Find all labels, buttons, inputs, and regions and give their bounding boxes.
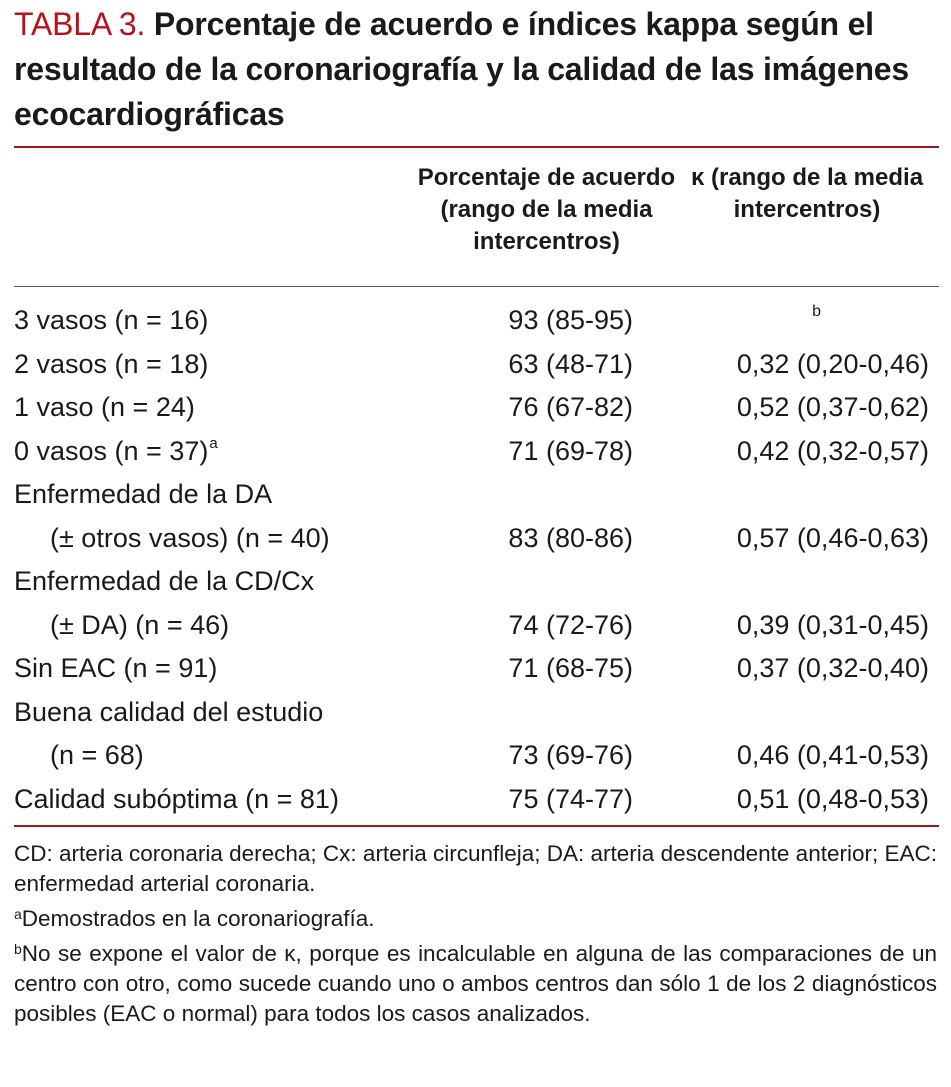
column-header-line: κ (rango de la media: [690, 164, 924, 191]
column-header-line: (rango de la media: [440, 196, 653, 223]
footnote-b-text: No se expone el valor de κ, porque es incalculable en alguna de las comparaciones de un centro con otro, como sucede cuando uno o ambos centros dan sólo 1 de los 2 diagnósticos posibles (EAC o normal) para todos los casos analizados.: [14, 941, 937, 1026]
row-label: 2 vasos (n = 18): [14, 348, 209, 379]
table-number-label: TABLA 3.: [14, 6, 146, 42]
footnote-a-mark: a: [14, 906, 22, 922]
row-label: 3 vasos (n = 16): [14, 305, 209, 335]
table-row: [14, 517, 939, 561]
column-header-kappa: [682, 162, 932, 226]
table-title-text: Porcentaje de acuerdo e índices kappa según el resultado de la coronariografía y la calidad de las imágenes ecocardiográficas: [14, 6, 910, 132]
cell-kappa: 0,46 (0,41-0,53): [736, 740, 929, 770]
cell-percentage: 93 (85-95): [508, 305, 633, 335]
table-row: [14, 691, 939, 735]
cell-percentage: 83 (80-86): [508, 522, 633, 553]
cell-percentage: 71 (68-75): [508, 653, 633, 683]
row-label: 1 vaso (n = 24): [14, 392, 195, 422]
row-label: (n = 68): [50, 740, 144, 770]
cell-percentage: 76 (67-82): [508, 392, 633, 422]
cell-kappa: 0,57 (0,46-0,63): [736, 522, 929, 553]
table-row: [14, 604, 939, 648]
table-row: [14, 560, 939, 604]
footnote-b-mark: b: [14, 941, 22, 957]
table-row: [14, 473, 939, 517]
table-row: [14, 734, 939, 778]
table-header: [14, 148, 939, 286]
footnote-a: [14, 904, 937, 934]
table-title: [14, 0, 939, 138]
row-label-text: 0 vasos (n = 37): [14, 435, 209, 466]
row-label: Enfermedad de la CD/Cx: [14, 566, 315, 596]
row-label: (± DA) (n = 46): [50, 609, 230, 640]
row-label: Calidad subóptima (n = 81): [14, 783, 339, 814]
cell-kappa: 0,42 (0,32-0,57): [736, 435, 929, 466]
footnote-abbreviations: CD: arteria coronaria derecha; Cx: arteria circunfleja; DA: arteria descendente anterior; EAC: enfermedad arterial coronaria.: [14, 841, 937, 896]
table-row: [14, 647, 939, 691]
cell-percentage: 71 (69-78): [508, 435, 633, 466]
cell-kappa: 0,51 (0,48-0,53): [736, 783, 929, 814]
footnote-mark-a: a: [209, 434, 218, 452]
cell-percentage: 73 (69-76): [508, 740, 633, 770]
table-body: [14, 287, 939, 821]
footnote-a-text: Demostrados en la coronariografía.: [21, 906, 375, 931]
row-label: (± otros vasos) (n = 40): [50, 522, 330, 553]
table-row: [14, 430, 939, 474]
row-label: Sin EAC (n = 91): [14, 653, 218, 683]
row-label: [14, 430, 218, 474]
column-header-line: intercentros): [473, 228, 620, 255]
cell-kappa: 0,32 (0,20-0,46): [736, 348, 929, 379]
row-label: Enfermedad de la DA: [14, 479, 273, 509]
cell-percentage: 75 (74-77): [508, 783, 633, 814]
column-header-line: Porcentaje de acuerdo: [417, 164, 676, 191]
row-label: Buena calidad del estudio: [14, 696, 324, 727]
table-row: [14, 778, 939, 822]
table-row: [14, 343, 939, 387]
footnote-b: [14, 939, 937, 1029]
cell-percentage: 63 (48-71): [508, 348, 633, 379]
cell-kappa: 0,39 (0,31-0,45): [736, 609, 929, 640]
column-header-line: intercentros): [733, 196, 881, 223]
cell-percentage: 74 (72-76): [508, 609, 633, 640]
column-header-percentage: [414, 162, 679, 258]
table-row: [14, 386, 939, 430]
cell-kappa: 0,37 (0,32-0,40): [736, 653, 929, 683]
cell-kappa-footnote-mark: b: [812, 303, 821, 320]
table-row: [14, 299, 939, 343]
cell-kappa: 0,52 (0,37-0,62): [736, 392, 929, 422]
table-footnotes: [14, 827, 939, 1029]
